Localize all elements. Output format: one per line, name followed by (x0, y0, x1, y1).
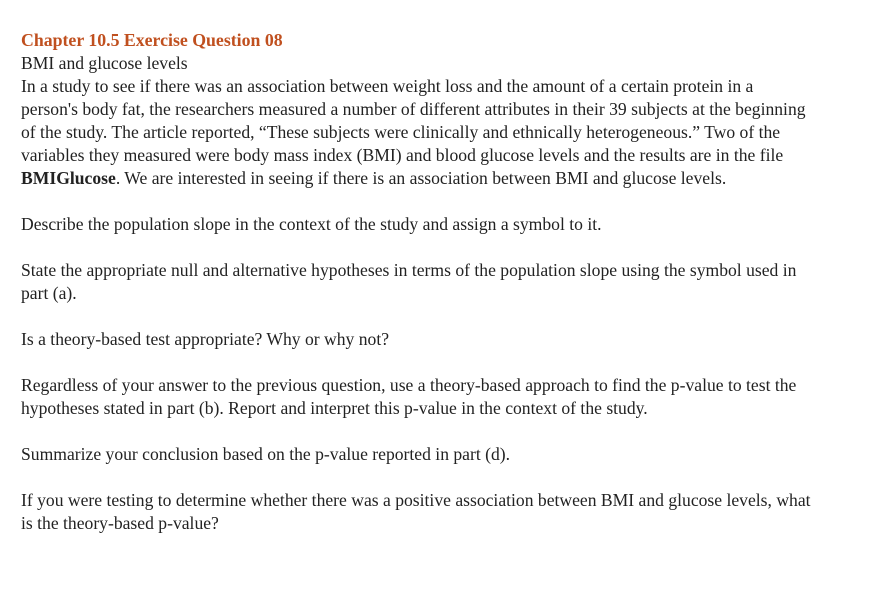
intro-text-before: In a study to see if there was an association between weight loss and the amount of a certain protein in a person's body fat, the researchers measured a number of different attributes in their 39 subjects at the beginning of the study. The article reported, “These subjects were clinically and ethnically heterogeneous.” Two of the variables they measured were body mass index (BMI) and blood glucose levels and the results are in the file (21, 76, 806, 165)
exercise-title: Chapter 10.5 Exercise Question 08 (21, 30, 283, 50)
question-e: Summarize your conclusion based on the p-value reported in part (d). (21, 444, 511, 464)
question-b: State the appropriate null and alternative hypotheses in terms of the population slope using the symbol used in part (a). (21, 260, 797, 303)
question-c: Is a theory-based test appropriate? Why or why not? (21, 329, 390, 349)
question-f: If you were testing to determine whether there was a positive association between BMI and glucose levels, what is the theory-based p-value? (21, 490, 811, 533)
intro-paragraph (21, 75, 811, 190)
exercise-subtitle: BMI and glucose levels (21, 53, 188, 73)
question-a: Describe the population slope in the context of the study and assign a symbol to it. (21, 214, 602, 234)
question-d: Regardless of your answer to the previous question, use a theory-based approach to find the p-value to test the hypotheses stated in part (b). Report and interpret this p-value in the context of the study. (21, 375, 797, 418)
intro-text-after: . We are interested in seeing if there is an association between BMI and glucose levels. (115, 168, 727, 188)
file-name: BMIGlucose (21, 168, 116, 188)
